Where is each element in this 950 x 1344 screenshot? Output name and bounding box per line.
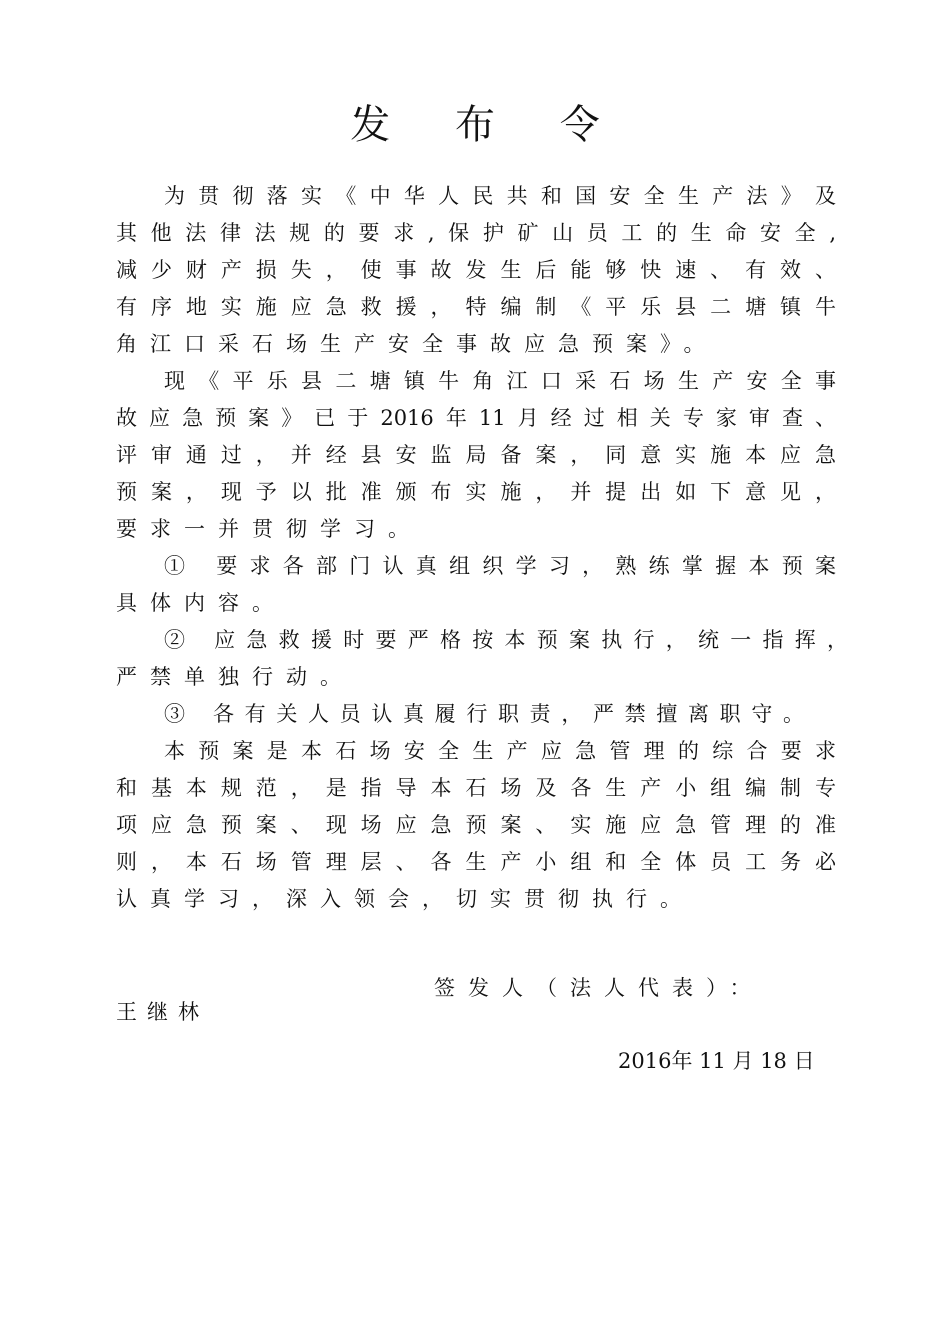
signatory-name: 王继林 bbox=[116, 1000, 209, 1024]
list-item-line: ② 应急救援时要严格按本预案执行，统一指挥， bbox=[164, 628, 848, 652]
signatory-label: 签发人（法人代表）： bbox=[434, 976, 764, 1000]
list-item-line: 具体内容。 bbox=[116, 591, 286, 615]
list-item-line: ③ 各有关人员认真履行职责，严禁擅离职守。 bbox=[164, 702, 804, 726]
paragraph-line: 为贯彻落实《中华人民共和国安全生产法》及 bbox=[164, 184, 836, 208]
paragraph-line: 要求一并贯彻学习。 bbox=[116, 517, 422, 541]
paragraph-line: 和基本规范，是指导本石场及各生产小组编制专 bbox=[116, 776, 836, 800]
document-body bbox=[116, 178, 848, 918]
paragraph-line: 预案，现予以批准颁布实施，并提出如下意见， bbox=[116, 480, 836, 504]
paragraph-line: 本预案是本石场安全生产应急管理的综合要求 bbox=[164, 739, 836, 763]
list-item-line: 严禁单独行动。 bbox=[116, 665, 354, 689]
list-item-line: ① 要求各部门认真组织学习，熟练掌握本预案 bbox=[164, 554, 836, 578]
paragraph-line: 现《平乐县二塘镇牛角江口采石场生产安全事 bbox=[164, 369, 836, 393]
paragraph-line: 项应急预案、现场应急预案、实施应急管理的准 bbox=[116, 813, 836, 837]
paragraph-line: 角江口采石场生产安全事故应急预案》。 bbox=[116, 332, 718, 356]
paragraph-line: 有序地实施应急救援，特编制《平乐县二塘镇牛 bbox=[116, 295, 836, 319]
paragraph-line: 其他法律法规的要求,保护矿山员工的生命安全, bbox=[116, 221, 836, 245]
document-title: 发 布 令 bbox=[350, 102, 626, 148]
paragraph-line: 故应急预案》已于2016年11月经过相关专家审查、 bbox=[116, 406, 836, 430]
paragraph-line: 认真学习，深入领会，切实贯彻执行。 bbox=[116, 887, 694, 911]
issue-date: 2016年 11 月 18 日 bbox=[618, 1049, 815, 1073]
paragraph-line: 则，本石场管理层、各生产小组和全体员工务必 bbox=[116, 850, 836, 874]
paragraph-line: 减少财产损失，使事故发生后能够快速、有效、 bbox=[116, 258, 836, 282]
paragraph-line: 评审通过，并经县安监局备案，同意实施本应急 bbox=[116, 443, 836, 467]
